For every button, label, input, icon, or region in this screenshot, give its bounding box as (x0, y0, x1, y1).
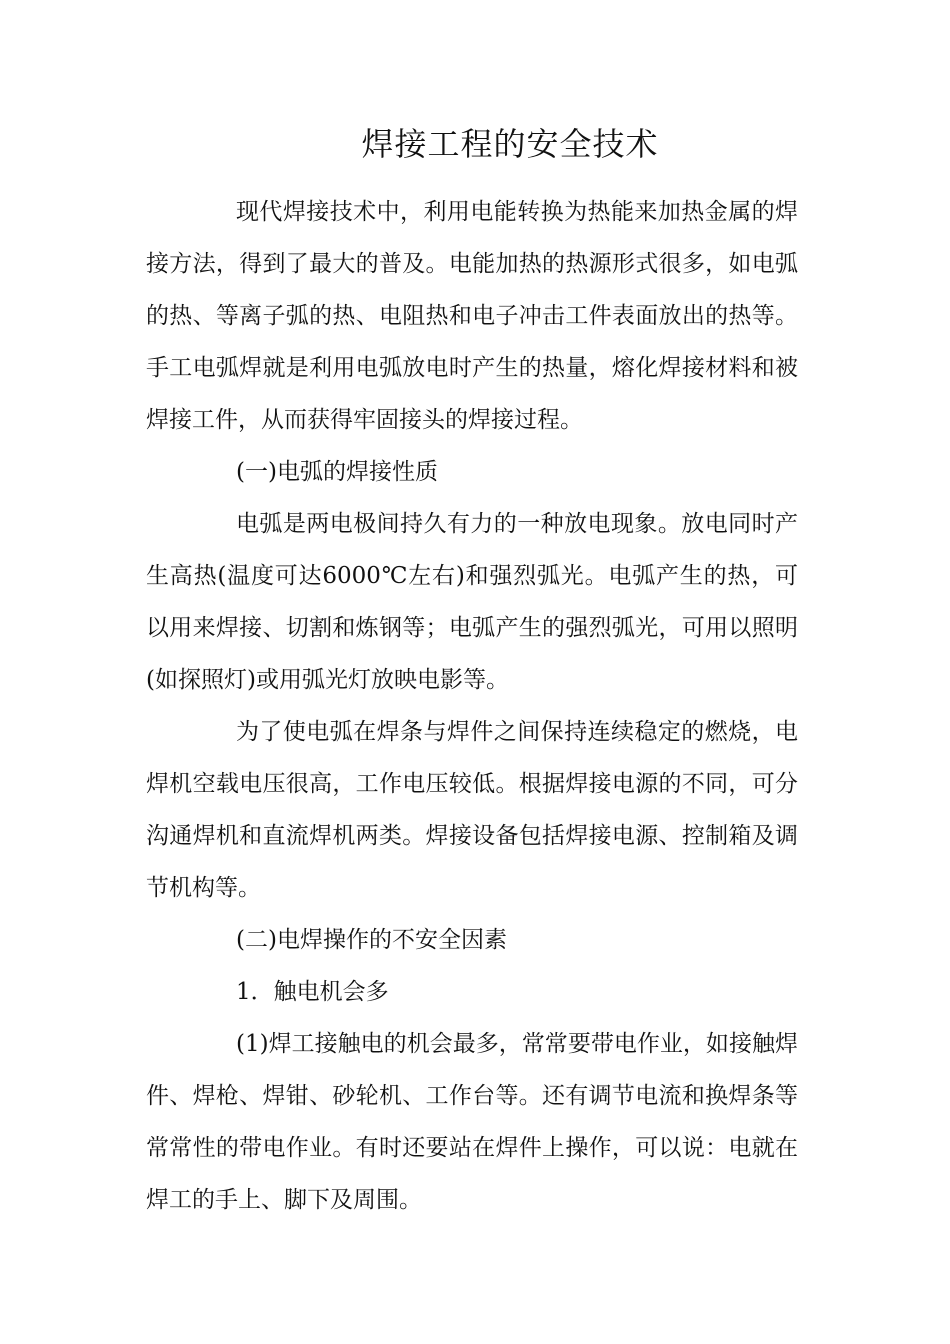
subheading-electric-shock: 1．触电机会多 (236, 979, 389, 1005)
paragraph-arc-description: 电弧是两电极间持久有力的一种放电现象。放电同时产生高热(温度可达6000℃左右)和强烈弧光。电弧产生的热，可以用来焊接、切割和炼钢等；电弧产生的强烈弧光，可用以照明(如探照灯)或用弧光灯放映电影等。 (146, 511, 798, 693)
section-heading-unsafe-factors: (二)电焊操作的不安全因素 (236, 927, 507, 953)
section-heading-arc-properties: (一)电弧的焊接性质 (236, 459, 438, 485)
paragraph-intro: 现代焊接技术中，利用电能转换为热能来加热金属的焊接方法，得到了最大的普及。电能加热的热源形式很多，如电弧的热、等离子弧的热、电阻热和电子冲击工件表面放出的热等。手工电弧焊就是利用电弧放电时产生的热量，熔化焊接材料和被焊接工件，从而获得牢固接头的焊接过程。 (146, 199, 798, 433)
paragraph-welder-voltage: 为了使电弧在焊条与焊件之间保持连续稳定的燃烧，电焊机空载电压很高，工作电压较低。根据焊接电源的不同，可分沟通焊机和直流焊机两类。焊接设备包括焊接电源、控制箱及调节机构等。 (146, 719, 798, 901)
document-body (146, 186, 798, 1226)
paragraph-shock-details: (1)焊工接触电的机会最多，常常要带电作业，如接触焊件、焊枪、焊钳、砂轮机、工作台等。还有调节电流和换焊条等常常性的带电作业。有时还要站在焊件上操作，可以说：电就在焊工的手上、脚下及周围。 (146, 1031, 798, 1213)
document-title: 焊接工程的安全技术 (361, 125, 659, 163)
